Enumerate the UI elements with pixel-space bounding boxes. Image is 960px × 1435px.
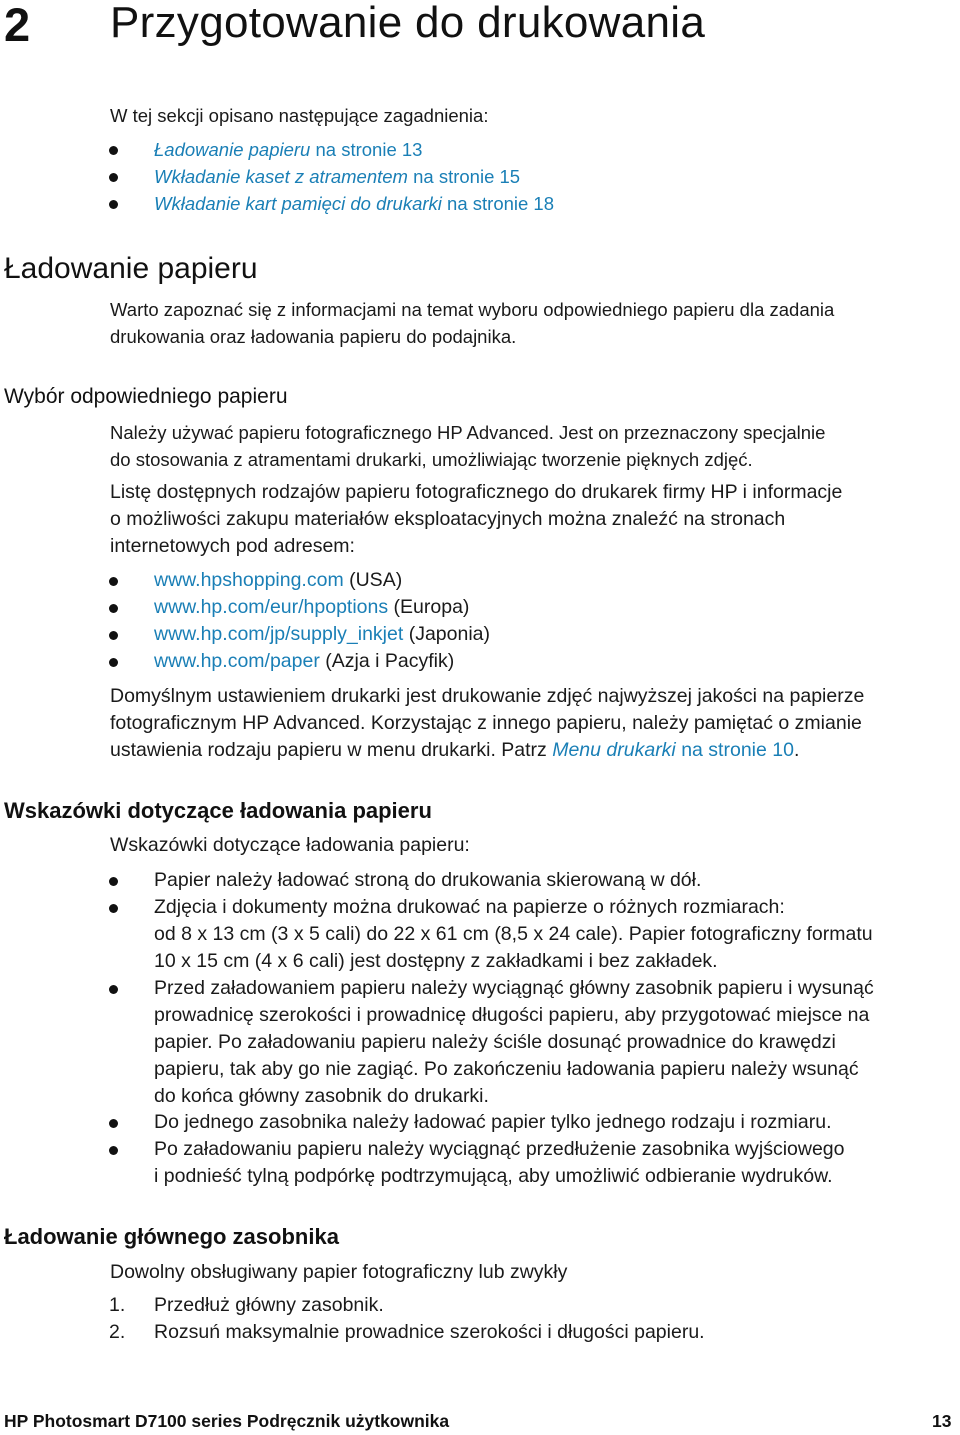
list-item: Do jednego zasobnika należy ładować papier tylko jednego rodzaju i rozmiaru. [154, 1111, 832, 1133]
step-number: 1. [109, 1294, 126, 1316]
bullet-icon [109, 1119, 118, 1128]
chapter-title: Przygotowanie do drukowania [110, 0, 706, 47]
url-item[interactable]: www.hp.com/paper (Azja i Pacyfik) [154, 650, 455, 672]
intro-lead: W tej sekcji opisano następujące zagadnienia: [110, 105, 489, 126]
toc-link[interactable]: Wkładanie kaset z atramentem [154, 166, 408, 187]
url-link[interactable]: www.hpshopping.com [154, 569, 344, 591]
url-link[interactable]: www.hp.com/jp/supply_inkjet [154, 623, 404, 645]
list-item: Papier należy ładować stroną do drukowania skierowaną w dół. [154, 869, 702, 891]
subsection-heading: Wskazówki dotyczące ładowania papieru [4, 798, 432, 823]
bullet-icon [109, 577, 118, 586]
paragraph-line: internetowych pod adresem: [110, 535, 355, 557]
subsection-heading: Ładowanie głównego zasobnika [4, 1224, 339, 1249]
paragraph-line: do stosowania z atramentami drukarki, umożliwiając tworzenie pięknych zdjęć. [110, 449, 753, 470]
section-heading: Ładowanie papieru [4, 252, 258, 285]
step-text: Przedłuż główny zasobnik. [154, 1294, 384, 1316]
bullet-icon [109, 1146, 118, 1155]
paragraph-line: Warto zapoznać się z informacjami na temat wyboru odpowiedniego papieru dla zadania [110, 299, 835, 320]
toc-item[interactable]: Ładowanie papieru na stronie 13 [154, 139, 423, 160]
list-item-cont: 10 x 15 cm (4 x 6 cali) jest dostępny z zakładkami i bez zakładek. [154, 950, 718, 972]
list-item: Zdjęcia i dokumenty można drukować na papierze o różnych rozmiarach: [154, 896, 785, 918]
paragraph-line: ustawienia rodzaju papieru w menu drukarki. Patrz Menu drukarki na stronie 10. [110, 739, 800, 761]
url-item[interactable]: www.hpshopping.com (USA) [154, 569, 403, 591]
list-item-cont: prowadnicę szerokości i prowadnicę długości papieru, aby przygotować miejsce na [154, 1004, 870, 1026]
url-item[interactable]: www.hp.com/eur/hpoptions (Europa) [154, 596, 470, 618]
bullet-icon [109, 146, 118, 155]
url-link[interactable]: www.hp.com/paper [154, 650, 320, 672]
toc-link[interactable]: Ładowanie papieru [154, 139, 311, 160]
bullet-icon [109, 200, 118, 209]
list-item-cont: od 8 x 13 cm (3 x 5 cali) do 22 x 61 cm (8,5 x 24 cale). Papier fotograficzny formatu [154, 923, 873, 945]
bullet-icon [109, 658, 118, 667]
footer-title: HP Photosmart D7100 series Podręcznik użytkownika [4, 1411, 450, 1431]
toc-link[interactable]: Wkładanie kart pamięci do drukarki [154, 193, 442, 214]
paragraph-line: Dowolny obsługiwany papier fotograficzny lub zwykły [110, 1261, 568, 1283]
bullet-icon [109, 173, 118, 182]
paragraph-line: Listę dostępnych rodzajów papieru fotograficznego do drukarek firmy HP i informacje [110, 481, 843, 503]
paragraph-line: Należy używać papieru fotograficznego HP Advanced. Jest on przeznaczony specjalnie [110, 422, 826, 443]
paragraph-line: Domyślnym ustawieniem drukarki jest drukowanie zdjęć najwyższej jakości na papierze [110, 685, 865, 707]
bullet-icon [109, 604, 118, 613]
list-item: Po załadowaniu papieru należy wyciągnąć przedłużenie zasobnika wyjściowego [154, 1138, 845, 1160]
bullet-icon [109, 985, 118, 994]
url-item[interactable]: www.hp.com/jp/supply_inkjet (Japonia) [154, 623, 491, 645]
bullet-icon [109, 631, 118, 640]
menu-link[interactable]: Menu drukarki [552, 739, 676, 761]
url-link[interactable]: www.hp.com/eur/hpoptions [154, 596, 389, 618]
toc-item[interactable]: Wkładanie kaset z atramentem na stronie 15 [154, 166, 521, 187]
toc-item[interactable]: Wkładanie kart pamięci do drukarki na stronie 18 [154, 193, 555, 214]
chapter-number: 2 [4, 0, 31, 51]
list-item-cont: do końca główny zasobnik do drukarki. [154, 1085, 489, 1107]
list-item: Przed załadowaniem papieru należy wyciągnąć główny zasobnik papieru i wysunąć [154, 977, 874, 999]
list-item-cont: i podnieść tylną podpórkę podtrzymującą, aby umożliwić odbieranie wydruków. [154, 1165, 833, 1187]
paragraph-line: fotograficznym HP Advanced. Korzystając z innego papieru, należy pamiętać o zmianie [110, 712, 862, 734]
bullet-icon [109, 904, 118, 913]
step-text: Rozsuń maksymalnie prowadnice szerokości i długości papieru. [154, 1321, 705, 1343]
list-item-cont: papieru, tak aby go nie zagiąć. Po zakończeniu ładowania papieru należy wsunąć [154, 1058, 859, 1080]
list-lead: Wskazówki dotyczące ładowania papieru: [110, 834, 470, 856]
subsection-heading: Wybór odpowiedniego papieru [4, 385, 288, 408]
paragraph-line: drukowania oraz ładowania papieru do podajnika. [110, 326, 517, 347]
bullet-icon [109, 877, 118, 886]
page-number: 13 [932, 1411, 952, 1431]
step-number: 2. [109, 1321, 126, 1343]
list-item-cont: papier. Po załadowaniu papieru należy ściśle dosunąć prowadnice do krawędzi [154, 1031, 836, 1053]
paragraph-line: o możliwości zakupu materiałów eksploatacyjnych można znaleźć na stronach [110, 508, 786, 530]
